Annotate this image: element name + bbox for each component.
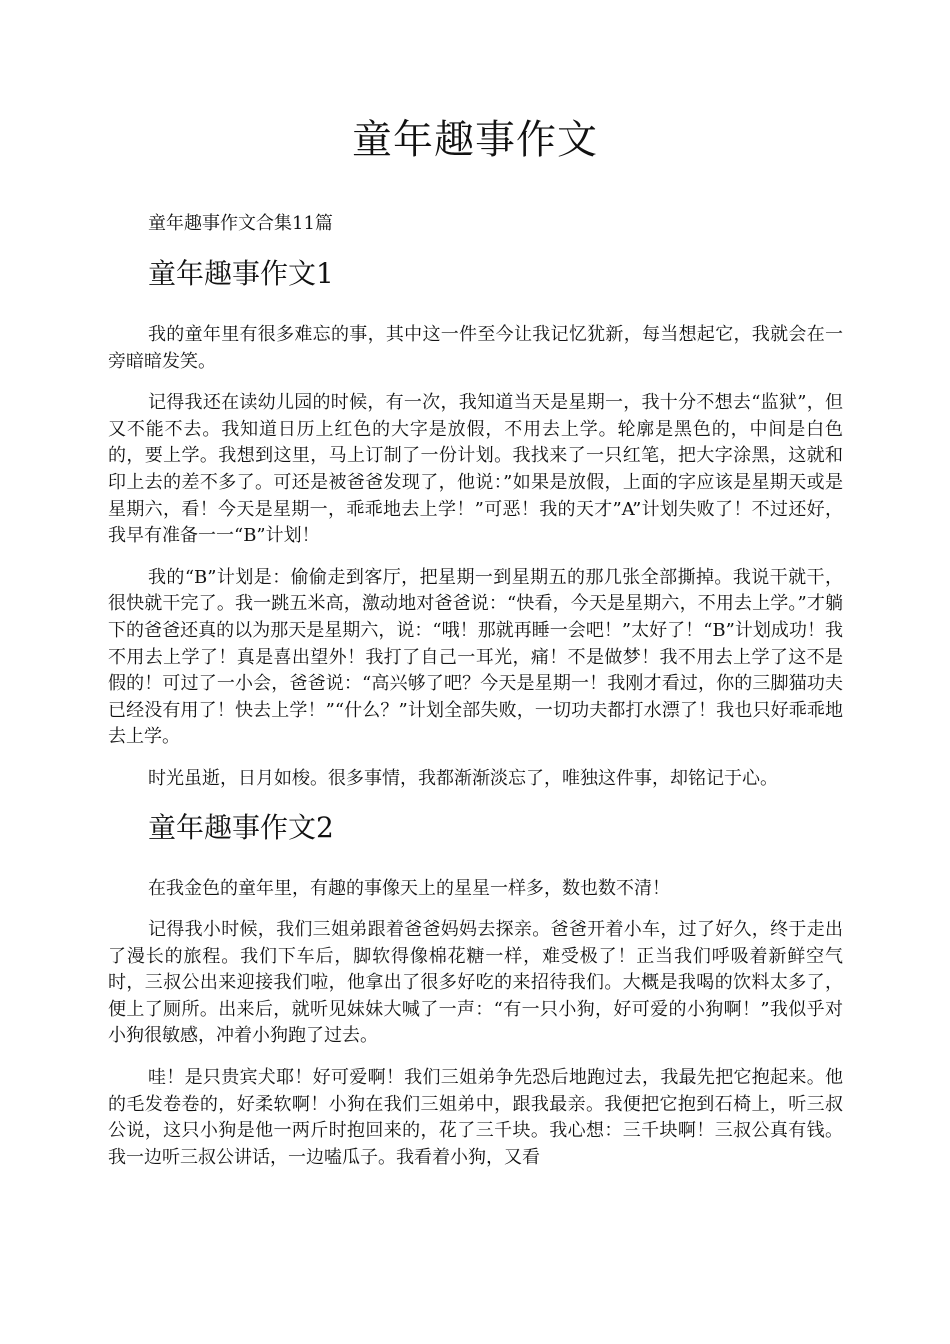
section-heading: 童年趣事作文2 bbox=[148, 810, 334, 844]
document-title: 童年趣事作文 bbox=[352, 117, 598, 163]
paragraph: 哇！是只贵宾犬耶！好可爱啊！我们三姐弟争先恐后地跑过去，我最先把它抱起来。他的毛发卷卷的，好柔软啊！小狗在我们三姐弟中，跟我最亲。我便把它抱到石椅上，听三叔公说，这只小狗是他一两斤时抱回来的，花了三千块。我心想：三千块啊！三叔公真有钱。我一边听三叔公讲话，一边嗑瓜子。我看着小狗，又看 bbox=[108, 1067, 843, 1168]
paragraph: 我的童年里有很多难忘的事，其中这一件至今让我记忆犹新，每当想起它，我就会在一旁暗暗发笑。 bbox=[108, 324, 843, 372]
essay-section-1 bbox=[108, 254, 843, 793]
paragraph: 时光虽逝，日月如梭。很多事情，我都渐渐淡忘了，唯独这件事，却铭记于心。 bbox=[148, 767, 778, 789]
essay-section-2 bbox=[108, 808, 843, 1172]
paragraph: 我的“B”计划是：偷偷走到客厅，把星期一到星期五的那几张全部撕掉。我说干就干，很快就干完了。我一跳五米高，激动地对爸爸说：“快看，今天是星期六，不用去上学。”才躺下的爸爸还真的以为那天是星期六，说：“哦！那就再睡一会吧！”太好了！“B”计划成功！我不用去上学了！真是喜出望外！我打了自己一耳光，痛！不是做梦！我不用去上学了这不是假的！可过了一小会，爸爸说：“高兴够了吧？今天是星期一！我刚才看过，你的三脚猫功夫已经没有用了！快去上学！”“什么？”计划全部失败，一切功夫都打水漂了！我也只好乖乖地去上学。 bbox=[108, 566, 843, 748]
paragraph: 记得我小时候，我们三姐弟跟着爸爸妈妈去探亲。爸爸开着小车，过了好久，终于走出了漫长的旅程。我们下车后，脚软得像棉花糖一样，难受极了！正当我们呼吸着新鲜空气时，三叔公出来迎接我们啦，他拿出了很多好吃的来招待我们。大概是我喝的饮料太多了，便上了厕所。出来后，就听见妹妹大喊了一声：“有一只小狗，好可爱的小狗啊！”我似乎对小狗很敏感，冲着小狗跑了过去。 bbox=[108, 919, 843, 1047]
document-subtitle: 童年趣事作文合集11篇 bbox=[148, 213, 333, 234]
paragraph: 在我金色的童年里，有趣的事像天上的星星一样多，数也数不清！ bbox=[148, 877, 670, 899]
document-body bbox=[108, 254, 843, 1186]
paragraph: 记得我还在读幼儿园的时候，有一次，我知道当天是星期一，我十分不想去“监狱”，但又不能不去。我知道日历上红色的大字是放假，不用去上学。轮廓是黑色的，中间是白色的，要上学。我想到这里，马上订制了一份计划。我找来了一只红笔，把大字涂黑，这就和印上去的差不多了。可还是被爸爸发现了，他说：”如果是放假，上面的字应该是星期天或是星期六，看！今天是星期一，乖乖地去上学！”可恶！我的天才”A”计划失败了！不过还好，我早有准备一一“B”计划！ bbox=[108, 392, 843, 547]
section-heading: 童年趣事作文1 bbox=[148, 257, 334, 290]
